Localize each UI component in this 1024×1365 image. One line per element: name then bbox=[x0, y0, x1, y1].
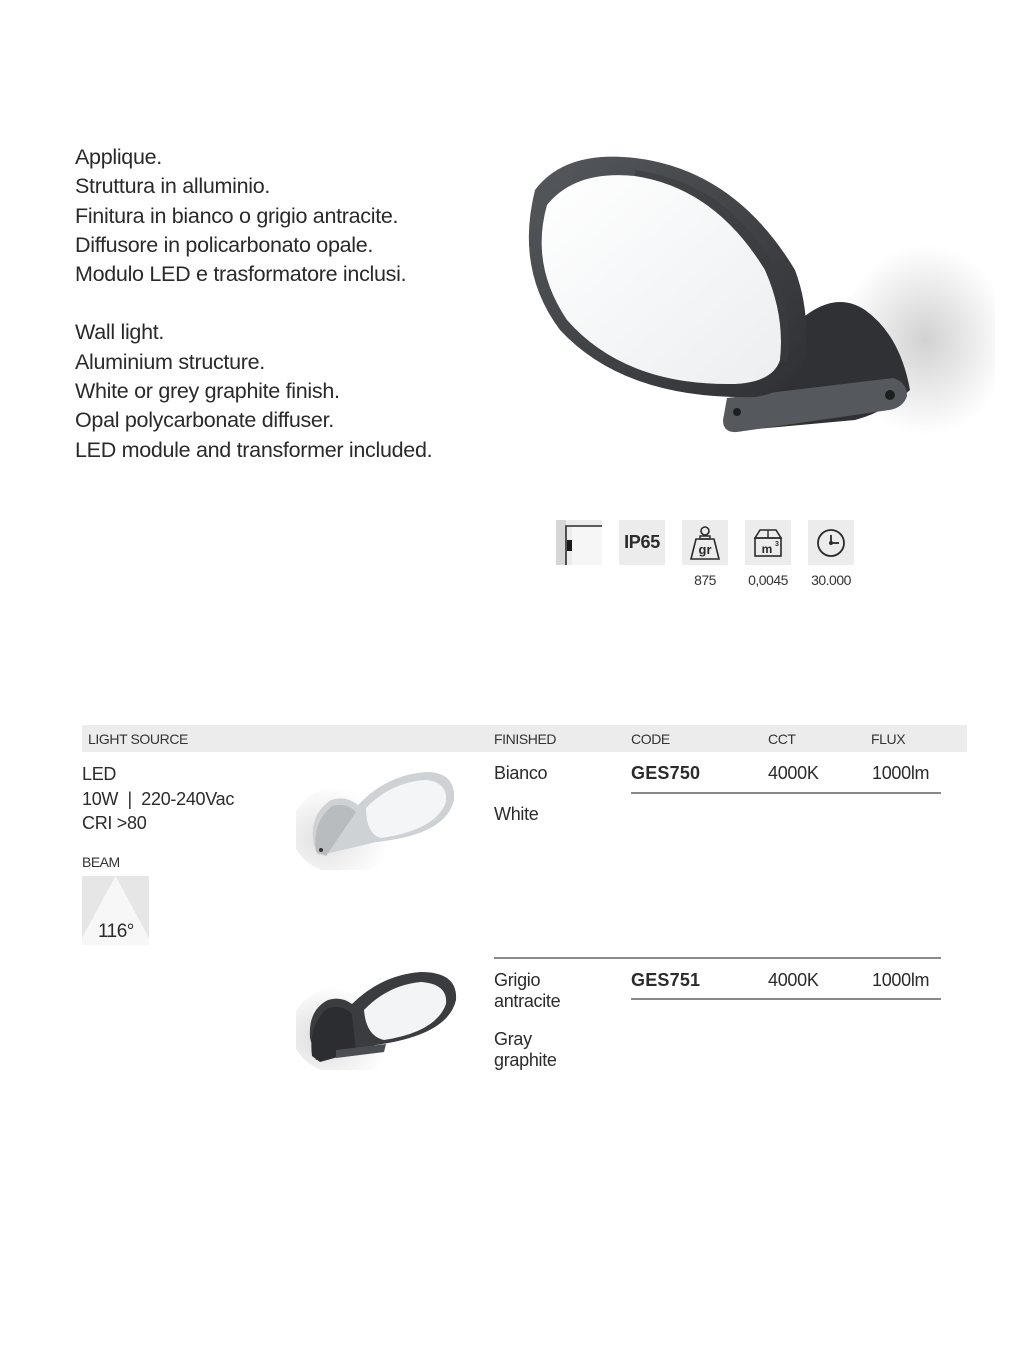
wall-light-graphite-illustration bbox=[505, 150, 995, 440]
product-thumbnail-graphite bbox=[296, 960, 466, 1070]
header-finished: FINISHED bbox=[494, 731, 557, 747]
finish-en-line: Gray bbox=[494, 1029, 532, 1049]
finish-it-row-1: Bianco bbox=[494, 763, 548, 783]
header-light-source: LIGHT SOURCE bbox=[88, 731, 188, 747]
spec-lifetime bbox=[808, 520, 854, 588]
wall-mount-icon bbox=[556, 520, 602, 565]
section-divider bbox=[494, 957, 941, 959]
cct-row-1: 4000K bbox=[768, 763, 819, 783]
svg-text:m: m bbox=[761, 541, 773, 556]
description-line: Modulo LED e trasformatore inclusi. bbox=[75, 262, 407, 287]
spec-value-weight: 875 bbox=[694, 572, 716, 588]
cct-row-2: 4000K bbox=[768, 970, 819, 990]
lifetime-clock-icon bbox=[808, 520, 854, 565]
beam-label: BEAM bbox=[82, 854, 120, 870]
finish-it-line: antracite bbox=[494, 991, 561, 1011]
spec-wall-mount bbox=[556, 520, 602, 588]
svg-text:3: 3 bbox=[775, 540, 779, 548]
product-description bbox=[75, 143, 432, 465]
spec-weight bbox=[682, 520, 728, 588]
spec-value-volume: 0,0045 bbox=[748, 572, 788, 588]
finish-it-row-2 bbox=[494, 970, 560, 1012]
flux-row-1: 1000lm bbox=[872, 763, 930, 783]
product-code-row-1[interactable]: GES750 bbox=[631, 763, 701, 783]
svg-text:gr: gr bbox=[698, 541, 712, 557]
row-1-divider bbox=[631, 792, 941, 794]
flux-row-2: 1000lm bbox=[872, 970, 930, 990]
description-line: Wall light. bbox=[75, 320, 165, 345]
finish-en-row-2 bbox=[494, 1029, 557, 1071]
spec-value-lifetime: 30.000 bbox=[811, 572, 851, 588]
finish-it-line: Grigio bbox=[494, 970, 541, 990]
beam-angle-icon bbox=[82, 876, 149, 945]
header-flux: FLUX bbox=[871, 731, 906, 747]
light-source-cri: CRI >80 bbox=[82, 813, 147, 833]
light-source-details bbox=[82, 762, 234, 836]
finish-en-line: graphite bbox=[494, 1050, 557, 1070]
finish-en-row-1: White bbox=[494, 804, 539, 824]
ip-rating-badge: IP65 bbox=[619, 520, 665, 565]
description-line: Finitura in bianco o grigio antracite. bbox=[75, 203, 399, 228]
weight-icon bbox=[682, 520, 728, 565]
spec-icons bbox=[556, 520, 854, 588]
product-code-row-2[interactable]: GES751 bbox=[631, 970, 701, 990]
description-line: LED module and transformer included. bbox=[75, 437, 433, 462]
beam-angle-value: 116° bbox=[98, 921, 134, 942]
row-2-divider bbox=[631, 998, 941, 1000]
light-source-type: LED bbox=[82, 764, 117, 784]
description-line: Applique. bbox=[75, 145, 162, 169]
product-thumbnail-white bbox=[296, 760, 466, 870]
product-hero-image bbox=[505, 150, 995, 440]
spec-volume bbox=[745, 520, 791, 588]
description-line: Diffusore in policarbonato opale. bbox=[75, 232, 374, 257]
description-line: Aluminium structure. bbox=[75, 349, 265, 374]
volume-box-icon bbox=[745, 520, 791, 565]
description-line: Struttura in alluminio. bbox=[75, 174, 271, 199]
header-code: CODE bbox=[631, 731, 670, 747]
description-line: White or grey graphite finish. bbox=[75, 379, 340, 404]
spec-ip-rating bbox=[619, 520, 665, 588]
description-line: Opal polycarbonate diffuser. bbox=[75, 408, 334, 433]
description-english bbox=[75, 318, 432, 464]
header-cct: CCT bbox=[768, 731, 796, 747]
light-source-power: 10W | 220-240Vac bbox=[82, 788, 235, 809]
description-italian bbox=[75, 143, 432, 289]
